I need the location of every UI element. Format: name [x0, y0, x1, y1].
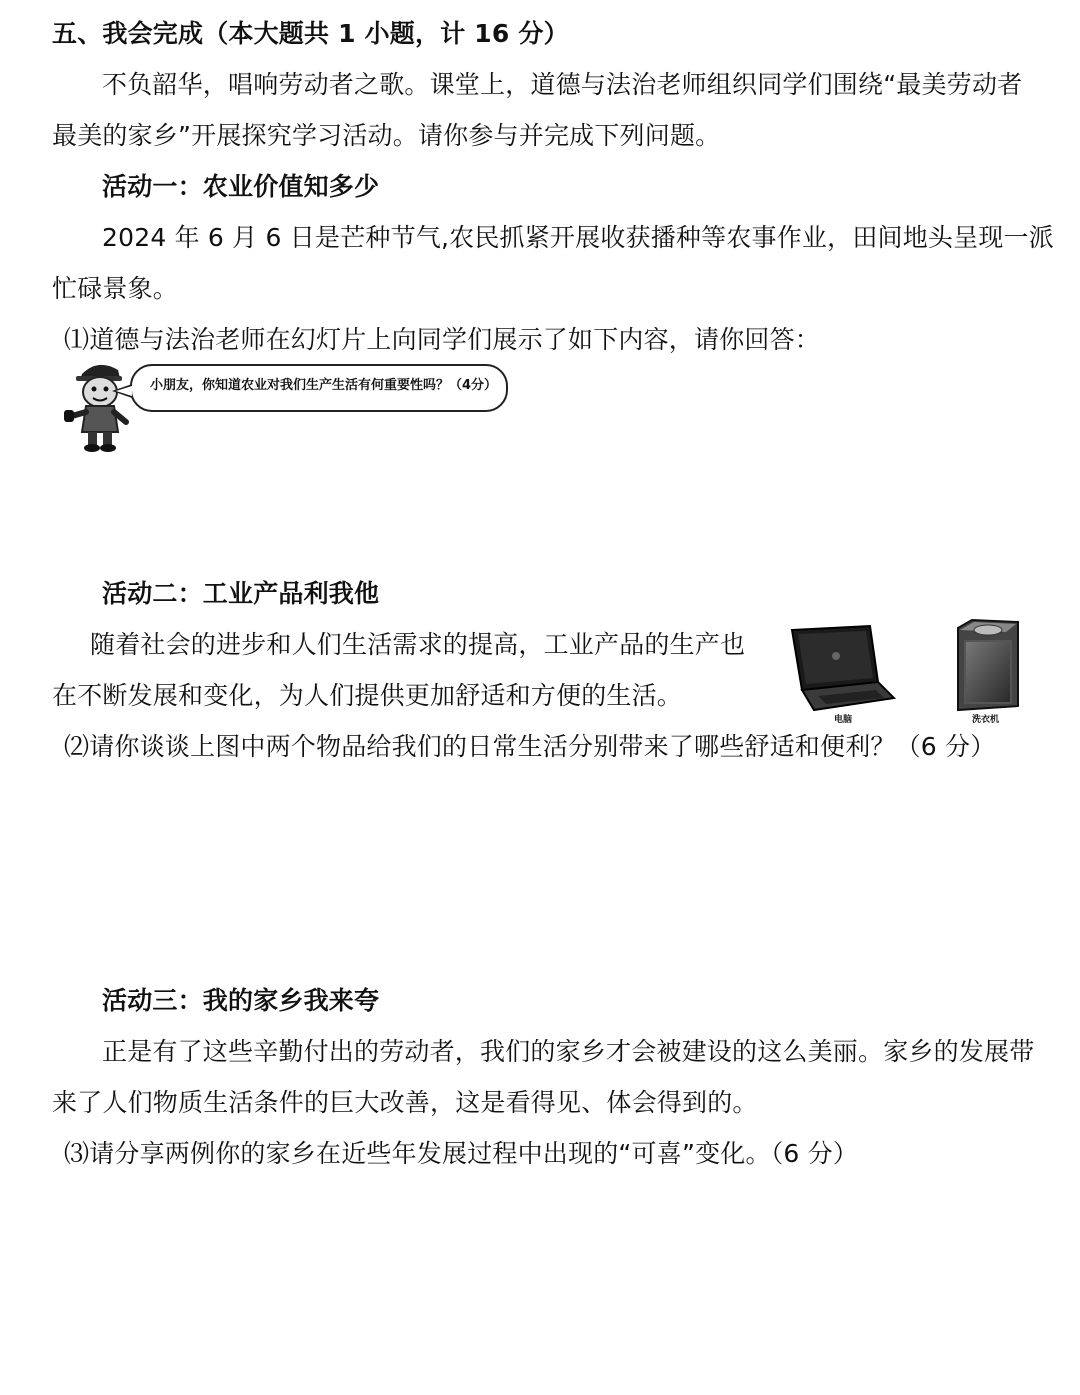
section-heading: 五、我会完成（本大题共 1 小题，计 16 分）	[52, 19, 569, 48]
activity-1-text-line-2: 忙碌景象。	[52, 274, 179, 303]
question-2: ⑵请你谈谈上图中两个物品给我们的日常生活分别带来了哪些舒适和便利？（6 分）	[64, 732, 996, 761]
washing-machine-icon	[952, 618, 1024, 714]
question-1: ⑴道德与法治老师在幻灯片上向同学们展示了如下内容，请你回答：	[64, 325, 821, 354]
intro-line-1: 不负韶华，唱响劳动者之歌。课堂上，道德与法治老师组织同学们围绕“最美劳动者	[102, 70, 1023, 99]
laptop-caption: 电脑	[834, 715, 853, 725]
question-3: ⑶请分享两例你的家乡在近些年发展过程中出现的“可喜”变化。（6 分）	[64, 1139, 859, 1168]
activity-1-text-line-1: 2024 年 6 月 6 日是芒种节气,农民抓紧开展收获播种等农事作业，田间地头呈现一派	[102, 223, 1054, 252]
activity-2-text-line-1: 随着社会的进步和人们生活需求的提高，工业产品的生产也	[90, 630, 746, 659]
activity-3-title: 活动三：我的家乡我来夸	[102, 986, 380, 1015]
laptop-icon	[788, 624, 896, 714]
intro-line-2: 最美的家乡”开展探究学习活动。请你参与并完成下列问题。	[52, 121, 721, 150]
activity-2-text-line-2: 在不断发展和变化，为人们提供更加舒适和方便的生活。	[52, 681, 683, 710]
speech-bubble-text: 小朋友，你知道农业对我们生产生活有何重要性吗？（4分）	[150, 378, 498, 393]
activity-1-title: 活动一：农业价值知多少	[102, 172, 380, 201]
activity-3-text-line-1: 正是有了这些辛勤付出的劳动者，我们的家乡才会被建设的这么美丽。家乡的发展带	[102, 1037, 1035, 1066]
cartoon-boy-icon	[62, 356, 140, 452]
washing-machine-caption: 洗衣机	[972, 715, 1000, 725]
activity-3-text-line-2: 来了人们物质生活条件的巨大改善，这是看得见、体会得到的。	[52, 1088, 758, 1117]
activity-2-title: 活动二：工业产品利我他	[102, 579, 380, 608]
